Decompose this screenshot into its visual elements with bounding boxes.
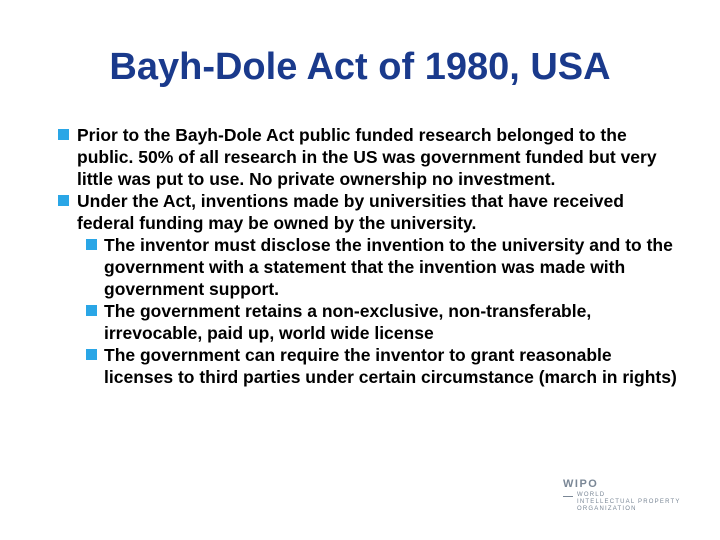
bullet-item-under-the-act (0, 190, 682, 234)
square-bullet-icon (58, 129, 69, 140)
sub-bullet-list (0, 234, 720, 388)
slide-title: Bayh-Dole Act of 1980, USA (109, 46, 611, 88)
square-bullet-icon (86, 349, 97, 360)
bullet-item-prior-to-act (0, 124, 682, 190)
wipo-wordmark: WIPO (563, 478, 599, 490)
bullet-text: Under the Act, inventions made by universities that have received federal funding may be owned by the university. (77, 191, 624, 233)
bullet-text: Prior to the Bayh-Dole Act public funded research belonged to the public. 50% of all research in the US was government funded but very little was put to use. No private ownership no investment. (77, 125, 657, 189)
sub-bullet-government-license (0, 300, 684, 344)
square-bullet-icon (86, 239, 97, 250)
sub-bullet-text: The government retains a non-exclusive, non-transferable, irrevocable, paid up, world wide license (104, 301, 592, 343)
bullet-list (0, 124, 720, 388)
wipo-logo (563, 478, 703, 518)
wipo-line-organization: ORGANIZATION (577, 506, 637, 512)
logo-divider (563, 496, 573, 497)
square-bullet-icon (86, 305, 97, 316)
wipo-line-intellectual-property: INTELLECTUAL PROPERTY (577, 499, 681, 505)
sub-bullet-text: The inventor must disclose the invention to the university and to the government with a statement that the invention was made with government support. (104, 235, 673, 299)
sub-bullet-march-in-rights (0, 344, 684, 388)
square-bullet-icon (58, 195, 69, 206)
wipo-line-world: WORLD (577, 492, 606, 498)
sub-bullet-disclosure (0, 234, 684, 300)
sub-bullet-text: The government can require the inventor to grant reasonable licenses to third parties under certain circumstance (march in rights) (104, 345, 677, 387)
sub-bullet-group (0, 234, 720, 388)
